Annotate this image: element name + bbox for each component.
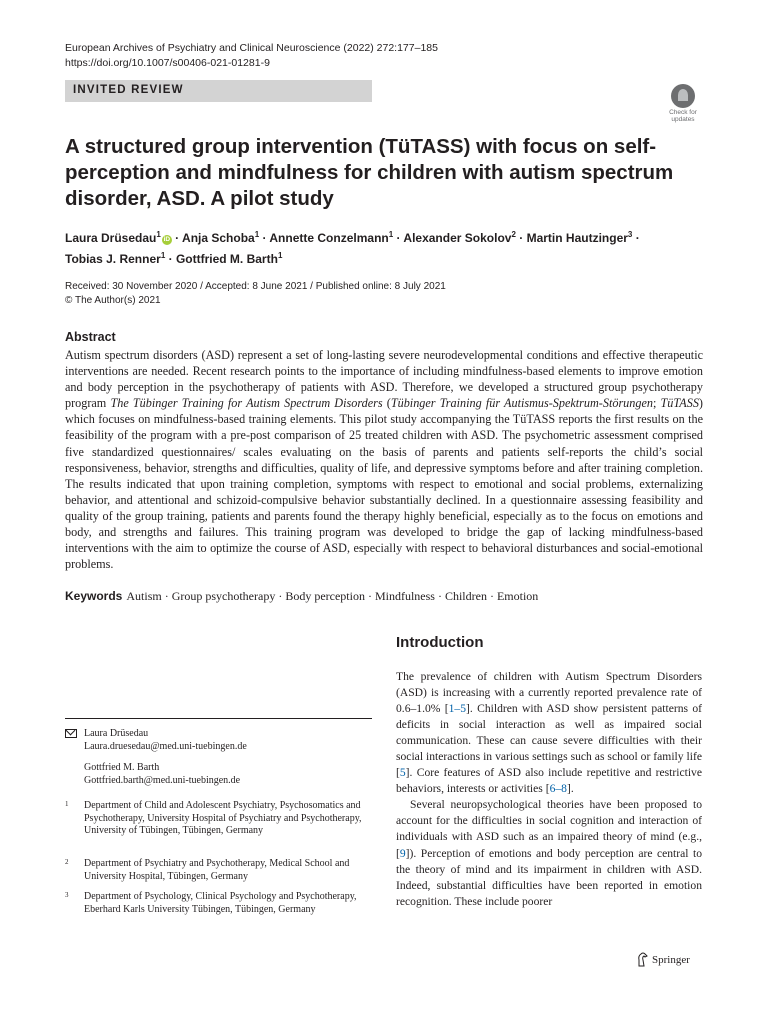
author[interactable]: Laura Drüsedau$^1$ (65, 230, 161, 245)
corresponding-author: Gottfried M. Barth Gottfried.barth@med.uni-tuebingen.de (84, 761, 372, 787)
article-title: A structured group intervention (TüTASS) with focus on self-perception and mindfulness for children with autism spectrum disorder, ASD. A pilot study (65, 135, 674, 210)
abstract-heading: Abstract (65, 330, 116, 344)
article-type-label: INVITED REVIEW (73, 84, 184, 96)
check-for-updates-badge[interactable] (664, 84, 702, 124)
corresponding-author: Laura Drüsedau Laura.druesedau@med.uni-tuebingen.de (84, 727, 372, 753)
affiliation-number: 1 (65, 800, 69, 808)
introduction-heading: Introduction (396, 634, 484, 651)
author[interactable]: Alexander Sokolov$^2$ (403, 230, 516, 245)
affiliation-text: Department of Child and Adolescent Psychiatry, Psychosomatics and Psychotherapy, University Hospital of Psychiatry and Psychotherapy, University of Tübingen, Tübingen, Germany (84, 800, 362, 837)
affiliation-number: 3 (65, 891, 69, 899)
affiliation-number: 2 (65, 858, 69, 866)
check-updates-label: Check for updates (669, 109, 697, 123)
email-link[interactable]: Laura.druesedau@med.uni-tuebingen.de (84, 741, 247, 752)
affiliation-text: Department of Psychology, Clinical Psychology and Psychotherapy, Eberhard Karls University Tübingen, Tübingen, Germany (84, 891, 357, 915)
author-list: Laura Drüsedau$^1$iD · Anja Schoba$^1$ · Annette Conzelmann$^1$ · Alexander Sokolov$^2$ · Martin Hautzinger$^3$ · Tobias J. Renner$^1$ · Gottfried M. Barth$^1$ (65, 230, 640, 266)
footnote-divider (65, 718, 372, 719)
doi-link[interactable]: https://doi.org/10.1007/s00406-021-01281-9 (65, 57, 270, 69)
envelope-icon (65, 729, 77, 738)
citation-link[interactable]: 5 (399, 766, 406, 780)
paragraph: Several neuropsychological theories have been proposed to account for the difficulties in social cognition and interaction of individuals with ASD such as an impaired theory of mind (e.g., [9]). Perception of emotions and body perception are central to the theory of mind and its impairment in children with ASD. Indeed, substantial difficulties have been reported in emotion recognition. These include poorer (396, 798, 702, 908)
author[interactable]: Anja Schoba$^1$ (182, 230, 260, 245)
check-updates-icon (671, 84, 695, 108)
paragraph: The prevalence of children with Autism Spectrum Disorders (ASD) is increasing with a currently reported prevalence rate of 0.6–1.0% [1–5]. Children with ASD show persistent patterns of deficits in social interaction as well as impaired social communication. These can cause severe difficulties with their social interactions in various settings such as school or family life [5]. Core features of ASD also include repetitive and restrictive behaviors, interests or activities [6–8]. (396, 670, 702, 796)
springer-horse-icon (636, 952, 648, 967)
keywords-label: Keywords (65, 589, 123, 603)
history-dates: Received: 30 November 2020 / Accepted: 8 June 2021 / Published online: 8 July 2021 (65, 281, 446, 292)
abstract-text: Autism spectrum disorders (ASD) represent a set of long-lasting severe neurodevelopmental conditions and effective therapeutic interventions are needed. Recent research points to the importance of including mindfulness-based elements to improve emotion and body perception in the psychotherapy of patients with ASD. Therefore, we developed a structured group psychotherapy program The Tübinger Training for Autism Spectrum Disorders (Tübinger Training für Autismus-Spektrum-Störungen; TüTASS) which focuses on mindfulness-based training elements. This pilot study accompanying the TüTASS reports the first results on the feasibility of the program with a pre-post comparison of 25 treated children with ASD. The psychometric assessment comprised five standardized questionnaires/ scales evaluating on the basis of parents and patients self-reports the child’s social responsiveness, behavior, strengths and difficulties, quality of life, and depressive symptoms before and after training completion. The results indicated that upon training completion, symptoms with respect to emotional and social problems, externalizing behavior, and attentional and schizoid-compulsive behavior substantially declined. In a questionnaire assessing feasibility and quality of the group training, patients and parents found the therapy highly beneficial, especially as to the focus on emotions and body, and strengths and failures. This training program was developed to bridge the gap of lacking mindfulness-based interventions with the aim to optimize the course of ASD, especially with respect to behavioral disturbances and social-emotional problems. (65, 348, 703, 572)
citation-link[interactable]: 6–8 (549, 782, 567, 796)
publication-dates (65, 280, 446, 308)
affiliation-text: Department of Psychiatry and Psychotherapy, Medical School and University Hospital, Tübingen, Germany (84, 858, 350, 882)
email-link[interactable]: Gottfried.barth@med.uni-tuebingen.de (84, 775, 241, 786)
citation-link[interactable]: 9 (399, 846, 406, 860)
correspondence-block (65, 727, 372, 787)
publisher-logo (636, 952, 690, 967)
author[interactable]: Gottfried M. Barth$^1$ (175, 251, 283, 266)
orcid-icon[interactable]: iD (163, 236, 171, 243)
affiliation (65, 891, 372, 916)
introduction-body (396, 669, 702, 910)
journal-header (65, 41, 438, 71)
author[interactable]: Annette Conzelmann$^1$ (269, 230, 394, 245)
affiliation (65, 858, 372, 883)
copyright: © The Author(s) 2021 (65, 295, 161, 306)
article-type-band (65, 80, 372, 102)
citation-link[interactable]: 1–5 (448, 702, 467, 716)
keywords-list: Autism · Group psychotherapy · Body perception · Mindfulness · Children · Emotion (126, 589, 539, 603)
affiliation (65, 800, 372, 838)
keywords (65, 589, 705, 604)
publisher-name: Springer (652, 953, 690, 966)
author[interactable]: Martin Hautzinger$^3$ (526, 230, 633, 245)
journal-citation: European Archives of Psychiatry and Clinical Neuroscience (2022) 272:177–185 (65, 42, 438, 54)
author[interactable]: Tobias J. Renner$^1$ (65, 251, 166, 266)
